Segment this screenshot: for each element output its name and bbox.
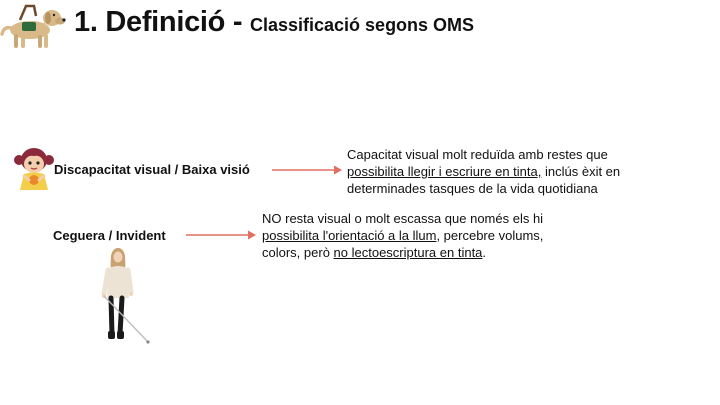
row-desc-blindness <box>262 210 543 261</box>
desc-line-3 <box>262 244 543 261</box>
desc-part: . <box>482 245 487 260</box>
desc-line-2 <box>262 227 543 244</box>
title-subtitle: Classificació segons OMS <box>249 15 475 35</box>
guide-dog-icon <box>0 2 68 50</box>
desc-line-1: Capacitat visual molt reduïda amb restes que <box>347 147 608 162</box>
desc-rest: , percebre volums, <box>436 228 544 243</box>
row-term-low-vision: Discapacitat visual / Baixa visió <box>54 162 250 177</box>
cartoon-girl-icon <box>14 146 54 192</box>
woman-with-cane-icon <box>98 248 154 346</box>
arrow-icon <box>272 164 344 176</box>
desc-underlined: possibilita llegir i escriure en tinta, <box>347 164 542 179</box>
desc-rest: inclús èxit en <box>541 164 621 179</box>
desc-part: colors, però <box>262 245 334 260</box>
desc-underlined: no lectoescriptura en tinta <box>333 245 483 260</box>
row-desc-low-vision <box>347 146 620 197</box>
desc-line-2 <box>347 163 620 180</box>
desc-underlined: possibilita l'orientació a la llum <box>262 228 437 243</box>
row-term-blindness: Ceguera / Invident <box>53 228 166 243</box>
page-title <box>74 6 474 39</box>
desc-line-3: determinades tasques de la vida quotidiana <box>347 181 598 196</box>
arrow-icon <box>186 229 258 241</box>
title-main: 1. Definició - <box>74 6 250 38</box>
desc-line-1: NO resta visual o molt escassa que només els hi <box>262 211 544 226</box>
